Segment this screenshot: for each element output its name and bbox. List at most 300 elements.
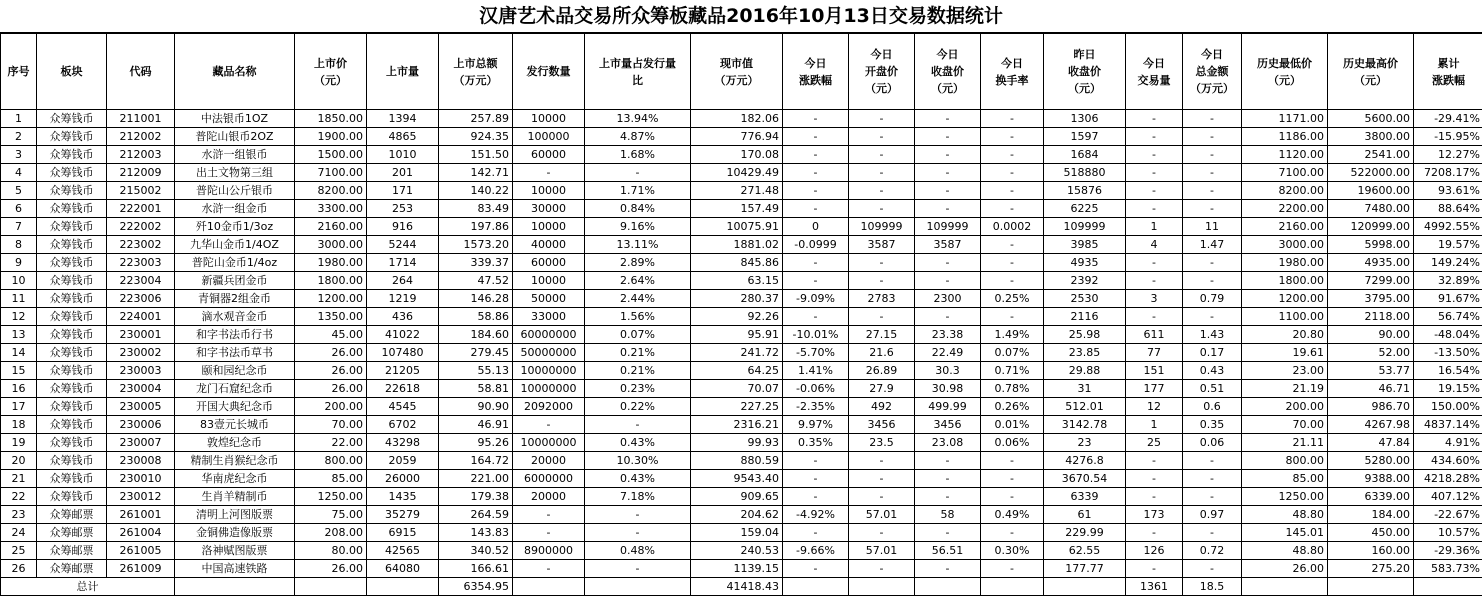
table-cell: 0.51 bbox=[1183, 380, 1242, 398]
table-cell: - bbox=[915, 308, 981, 326]
table-cell: 26.00 bbox=[295, 560, 367, 578]
table-cell: - bbox=[783, 182, 849, 200]
table-cell: 23.08 bbox=[915, 434, 981, 452]
column-header-line: 上市量占发行量 bbox=[585, 55, 690, 72]
table-cell: 1.41% bbox=[783, 362, 849, 380]
table-cell: 208.00 bbox=[295, 524, 367, 542]
table-cell: 普陀山公斤银币 bbox=[175, 182, 295, 200]
table-cell: 1684 bbox=[1044, 146, 1126, 164]
table-cell: 众筹邮票 bbox=[37, 560, 107, 578]
table-cell: 1714 bbox=[367, 254, 439, 272]
table-cell: 204.62 bbox=[691, 506, 783, 524]
table-cell: 212009 bbox=[107, 164, 175, 182]
table-cell: 48.80 bbox=[1242, 506, 1328, 524]
table-cell: 5600.00 bbox=[1328, 110, 1414, 128]
table-cell: 261005 bbox=[107, 542, 175, 560]
table-cell: 25 bbox=[1, 542, 37, 560]
table-cell: 924.35 bbox=[439, 128, 513, 146]
table-cell: 2092000 bbox=[513, 398, 585, 416]
table-cell: 85.00 bbox=[1242, 470, 1328, 488]
total-volume: 1361 bbox=[1126, 578, 1183, 596]
column-header-line: 序号 bbox=[1, 63, 36, 80]
table-cell: 18 bbox=[1, 416, 37, 434]
table-row bbox=[1, 434, 1482, 452]
table-row bbox=[1, 470, 1482, 488]
table-cell: - bbox=[981, 524, 1044, 542]
column-header-line: 涨跌幅 bbox=[1414, 72, 1482, 89]
table-cell: 1 bbox=[1, 110, 37, 128]
table-cell: 10075.91 bbox=[691, 218, 783, 236]
table-cell: 22.49 bbox=[915, 344, 981, 362]
table-cell: - bbox=[1126, 560, 1183, 578]
table-cell: 146.28 bbox=[439, 290, 513, 308]
table-cell: 1980.00 bbox=[295, 254, 367, 272]
table-cell: 880.59 bbox=[691, 452, 783, 470]
table-cell: 0.23% bbox=[585, 380, 691, 398]
table-cell: 1100.00 bbox=[1242, 308, 1328, 326]
table-cell: 157.49 bbox=[691, 200, 783, 218]
table-cell: 436 bbox=[367, 308, 439, 326]
table-cell: - bbox=[915, 272, 981, 290]
table-cell: -4.92% bbox=[783, 506, 849, 524]
table-cell: 164.72 bbox=[439, 452, 513, 470]
table-cell: - bbox=[1183, 128, 1242, 146]
table-cell: - bbox=[981, 488, 1044, 506]
table-cell: 85.00 bbox=[295, 470, 367, 488]
table-cell: 159.04 bbox=[691, 524, 783, 542]
table-cell: 9.97% bbox=[783, 416, 849, 434]
column-header bbox=[37, 34, 107, 110]
table-row bbox=[1, 218, 1482, 236]
column-header bbox=[1183, 34, 1242, 110]
table-cell: - bbox=[1183, 524, 1242, 542]
table-cell: - bbox=[915, 470, 981, 488]
table-cell: 6702 bbox=[367, 416, 439, 434]
table-row bbox=[1, 542, 1482, 560]
table-cell: 众筹钱币 bbox=[37, 182, 107, 200]
table-cell: 0.25% bbox=[981, 290, 1044, 308]
table-cell: 230010 bbox=[107, 470, 175, 488]
column-header bbox=[107, 34, 175, 110]
table-cell: - bbox=[585, 164, 691, 182]
table-cell: 0.30% bbox=[981, 542, 1044, 560]
table-cell: 611 bbox=[1126, 326, 1183, 344]
table-cell: 20000 bbox=[513, 452, 585, 470]
table-cell: - bbox=[1126, 272, 1183, 290]
column-header-line: （万元） bbox=[439, 72, 512, 89]
column-header bbox=[1414, 34, 1482, 110]
table-cell: 107480 bbox=[367, 344, 439, 362]
table-cell: 7299.00 bbox=[1328, 272, 1414, 290]
table-cell: 142.71 bbox=[439, 164, 513, 182]
table-cell: 13.94% bbox=[585, 110, 691, 128]
table-cell: 1980.00 bbox=[1242, 254, 1328, 272]
table-cell: - bbox=[1183, 470, 1242, 488]
table-cell: -0.0999 bbox=[783, 236, 849, 254]
column-header bbox=[367, 34, 439, 110]
table-cell: 众筹钱币 bbox=[37, 128, 107, 146]
table-cell: 16.54% bbox=[1414, 362, 1482, 380]
table-cell: 230012 bbox=[107, 488, 175, 506]
table-cell: 58.81 bbox=[439, 380, 513, 398]
table-cell: 21205 bbox=[367, 362, 439, 380]
table-cell: -10.01% bbox=[783, 326, 849, 344]
table-cell: 7480.00 bbox=[1328, 200, 1414, 218]
table-cell: 19600.00 bbox=[1328, 182, 1414, 200]
table-cell: 8200.00 bbox=[295, 182, 367, 200]
table-cell: 1900.00 bbox=[295, 128, 367, 146]
table-cell: - bbox=[981, 236, 1044, 254]
table-cell: 歼10金币1/3oz bbox=[175, 218, 295, 236]
table-cell: 3142.78 bbox=[1044, 416, 1126, 434]
table-cell: 10000 bbox=[513, 110, 585, 128]
table-row bbox=[1, 236, 1482, 254]
table-cell: 41022 bbox=[367, 326, 439, 344]
table-cell: 230006 bbox=[107, 416, 175, 434]
table-cell: - bbox=[1126, 452, 1183, 470]
table-cell: 1139.15 bbox=[691, 560, 783, 578]
table-cell: - bbox=[1183, 272, 1242, 290]
table-cell: 13 bbox=[1, 326, 37, 344]
table-cell: 众筹钱币 bbox=[37, 254, 107, 272]
column-header-line: 交易量 bbox=[1126, 72, 1182, 89]
table-cell: 339.37 bbox=[439, 254, 513, 272]
table-cell: 10.57% bbox=[1414, 524, 1482, 542]
table-cell: 275.20 bbox=[1328, 560, 1414, 578]
table-cell: 23.85 bbox=[1044, 344, 1126, 362]
table-cell: 24 bbox=[1, 524, 37, 542]
table-cell: 230004 bbox=[107, 380, 175, 398]
column-header-line: 今日 bbox=[981, 55, 1043, 72]
table-cell: - bbox=[849, 128, 915, 146]
table-cell: - bbox=[981, 470, 1044, 488]
column-header-line: （万元） bbox=[691, 72, 782, 89]
table-cell: 986.70 bbox=[1328, 398, 1414, 416]
table-cell: 0.6 bbox=[1183, 398, 1242, 416]
table-cell: - bbox=[1183, 110, 1242, 128]
table-cell: 普陀山金币1/4oz bbox=[175, 254, 295, 272]
table-cell: - bbox=[915, 560, 981, 578]
table-cell: 7100.00 bbox=[1242, 164, 1328, 182]
table-cell: - bbox=[1183, 146, 1242, 164]
table-cell: 3 bbox=[1, 146, 37, 164]
table-cell: 48.80 bbox=[1242, 542, 1328, 560]
column-header bbox=[1126, 34, 1183, 110]
table-cell: 众筹邮票 bbox=[37, 524, 107, 542]
table-cell: 776.94 bbox=[691, 128, 783, 146]
table-cell: 3456 bbox=[849, 416, 915, 434]
table-cell: 0.72 bbox=[1183, 542, 1242, 560]
table-cell: 407.12% bbox=[1414, 488, 1482, 506]
table-cell: 3587 bbox=[849, 236, 915, 254]
table-cell: 109999 bbox=[849, 218, 915, 236]
table-cell: 1.71% bbox=[585, 182, 691, 200]
table-cell: 211001 bbox=[107, 110, 175, 128]
table-cell: - bbox=[783, 524, 849, 542]
table-cell: 1010 bbox=[367, 146, 439, 164]
table-cell: - bbox=[585, 416, 691, 434]
table-row bbox=[1, 200, 1482, 218]
table-cell: 434.60% bbox=[1414, 452, 1482, 470]
table-cell: 222002 bbox=[107, 218, 175, 236]
table-cell: 敦煌纪念币 bbox=[175, 434, 295, 452]
table-cell: 253 bbox=[367, 200, 439, 218]
table-cell: 30.3 bbox=[915, 362, 981, 380]
table-cell: 3587 bbox=[915, 236, 981, 254]
table-cell: 26.00 bbox=[295, 344, 367, 362]
table-cell: 280.37 bbox=[691, 290, 783, 308]
table-cell: 7 bbox=[1, 218, 37, 236]
column-header-line: 收盘价 bbox=[1044, 63, 1125, 80]
table-cell: 4837.14% bbox=[1414, 416, 1482, 434]
table-cell: 230007 bbox=[107, 434, 175, 452]
table-cell: 众筹钱币 bbox=[37, 344, 107, 362]
table-row bbox=[1, 506, 1482, 524]
table-cell: 93.61% bbox=[1414, 182, 1482, 200]
table-cell: - bbox=[915, 488, 981, 506]
table-row bbox=[1, 164, 1482, 182]
table-cell: - bbox=[513, 560, 585, 578]
table-cell: 227.25 bbox=[691, 398, 783, 416]
table-cell: 1435 bbox=[367, 488, 439, 506]
table-cell: 229.99 bbox=[1044, 524, 1126, 542]
table-cell: 6225 bbox=[1044, 200, 1126, 218]
table-cell: 众筹钱币 bbox=[37, 218, 107, 236]
table-cell: 27.15 bbox=[849, 326, 915, 344]
table-cell: 31 bbox=[1044, 380, 1126, 398]
table-cell: 43298 bbox=[367, 434, 439, 452]
table-cell: 120999.00 bbox=[1328, 218, 1414, 236]
table-cell: - bbox=[981, 110, 1044, 128]
table-cell: 58 bbox=[915, 506, 981, 524]
column-header-line: 累计 bbox=[1414, 55, 1482, 72]
table-cell: 47.84 bbox=[1328, 434, 1414, 452]
table-cell: 22.00 bbox=[295, 434, 367, 452]
table-cell: -2.35% bbox=[783, 398, 849, 416]
table-cell: 0.0002 bbox=[981, 218, 1044, 236]
table-row bbox=[1, 452, 1482, 470]
column-header bbox=[175, 34, 295, 110]
trade-data-table bbox=[0, 33, 1482, 596]
table-cell: 2316.21 bbox=[691, 416, 783, 434]
table-cell: 184.60 bbox=[439, 326, 513, 344]
table-row bbox=[1, 488, 1482, 506]
table-cell: 1120.00 bbox=[1242, 146, 1328, 164]
table-cell: 0 bbox=[783, 218, 849, 236]
table-cell: 212002 bbox=[107, 128, 175, 146]
table-cell: 3670.54 bbox=[1044, 470, 1126, 488]
table-cell: 150.00% bbox=[1414, 398, 1482, 416]
table-cell: 4.87% bbox=[585, 128, 691, 146]
table-cell: 9 bbox=[1, 254, 37, 272]
table-cell: 23 bbox=[1044, 434, 1126, 452]
table-cell: - bbox=[1183, 488, 1242, 506]
table-cell: 1200.00 bbox=[295, 290, 367, 308]
table-cell: -15.95% bbox=[1414, 128, 1482, 146]
table-cell: - bbox=[1183, 560, 1242, 578]
table-cell: - bbox=[513, 506, 585, 524]
table-cell: - bbox=[585, 524, 691, 542]
table-cell: - bbox=[1126, 470, 1183, 488]
table-cell: - bbox=[981, 182, 1044, 200]
table-cell: 0.43% bbox=[585, 470, 691, 488]
table-cell: 26.00 bbox=[1242, 560, 1328, 578]
table-cell: 450.00 bbox=[1328, 524, 1414, 542]
table-cell: 15876 bbox=[1044, 182, 1126, 200]
table-cell: 清明上河图版票 bbox=[175, 506, 295, 524]
table-cell: 众筹钱币 bbox=[37, 290, 107, 308]
table-cell: 42565 bbox=[367, 542, 439, 560]
table-cell: - bbox=[513, 164, 585, 182]
table-cell: 4 bbox=[1126, 236, 1183, 254]
total-amount: 18.5 bbox=[1183, 578, 1242, 596]
table-cell: 滴水观音金币 bbox=[175, 308, 295, 326]
table-cell: - bbox=[1126, 524, 1183, 542]
table-row bbox=[1, 524, 1482, 542]
table-cell: - bbox=[981, 308, 1044, 326]
table-cell: 精制生肖猴纪念币 bbox=[175, 452, 295, 470]
table-cell: - bbox=[849, 470, 915, 488]
page-title: 汉唐艺术品交易所众筹板藏品2016年10月13日交易数据统计 bbox=[0, 0, 1482, 33]
table-cell: 230001 bbox=[107, 326, 175, 344]
column-header bbox=[513, 34, 585, 110]
table-cell: 1.68% bbox=[585, 146, 691, 164]
table-cell: 6000000 bbox=[513, 470, 585, 488]
table-cell: 0.84% bbox=[585, 200, 691, 218]
table-cell: 151 bbox=[1126, 362, 1183, 380]
table-cell: - bbox=[849, 488, 915, 506]
table-cell: 10000000 bbox=[513, 380, 585, 398]
table-row bbox=[1, 290, 1482, 308]
table-cell: 23.5 bbox=[849, 434, 915, 452]
table-cell: 14 bbox=[1, 344, 37, 362]
column-header-line: 今日 bbox=[1126, 55, 1182, 72]
table-cell: 众筹钱币 bbox=[37, 110, 107, 128]
table-cell: - bbox=[513, 524, 585, 542]
table-cell: 230008 bbox=[107, 452, 175, 470]
table-cell: 223006 bbox=[107, 290, 175, 308]
table-cell: 50000 bbox=[513, 290, 585, 308]
table-cell: 56.51 bbox=[915, 542, 981, 560]
table-cell: 492 bbox=[849, 398, 915, 416]
table-cell: - bbox=[915, 146, 981, 164]
table-cell: 0.43% bbox=[585, 434, 691, 452]
column-header-line: 收盘价 bbox=[915, 63, 980, 80]
table-cell: 20000 bbox=[513, 488, 585, 506]
table-cell: 6339 bbox=[1044, 488, 1126, 506]
table-cell: 151.50 bbox=[439, 146, 513, 164]
column-header-line: 今日 bbox=[1183, 46, 1241, 63]
table-cell: 中国高速铁路 bbox=[175, 560, 295, 578]
table-cell: - bbox=[849, 110, 915, 128]
table-row bbox=[1, 344, 1482, 362]
column-header-line: 板块 bbox=[37, 63, 106, 80]
table-cell: 1 bbox=[1126, 416, 1183, 434]
column-header bbox=[1242, 34, 1328, 110]
table-cell: 水浒一组银币 bbox=[175, 146, 295, 164]
table-cell: 230003 bbox=[107, 362, 175, 380]
table-cell: 177 bbox=[1126, 380, 1183, 398]
table-cell: 10 bbox=[1, 272, 37, 290]
table-cell: - bbox=[981, 128, 1044, 146]
column-header-line: （元） bbox=[915, 80, 980, 97]
table-cell: 21.19 bbox=[1242, 380, 1328, 398]
table-cell: 499.99 bbox=[915, 398, 981, 416]
table-cell: 3456 bbox=[915, 416, 981, 434]
table-cell: 1219 bbox=[367, 290, 439, 308]
table-cell: 166.61 bbox=[439, 560, 513, 578]
column-header bbox=[1044, 34, 1126, 110]
table-cell: 龙门石窟纪念币 bbox=[175, 380, 295, 398]
table-cell: 70.07 bbox=[691, 380, 783, 398]
table-cell: - bbox=[981, 560, 1044, 578]
table-cell: 19.61 bbox=[1242, 344, 1328, 362]
table-cell: 261009 bbox=[107, 560, 175, 578]
table-cell: 53.77 bbox=[1328, 362, 1414, 380]
table-cell: 出土文物第三组 bbox=[175, 164, 295, 182]
column-header bbox=[1328, 34, 1414, 110]
table-cell: 63.15 bbox=[691, 272, 783, 290]
table-cell: 颐和园纪念币 bbox=[175, 362, 295, 380]
table-cell: 223002 bbox=[107, 236, 175, 254]
table-cell: 众筹钱币 bbox=[37, 236, 107, 254]
table-cell: 0.22% bbox=[585, 398, 691, 416]
table-cell: 1250.00 bbox=[295, 488, 367, 506]
table-cell: - bbox=[1183, 200, 1242, 218]
table-cell: 223003 bbox=[107, 254, 175, 272]
table-cell: 众筹钱币 bbox=[37, 434, 107, 452]
table-cell: -29.41% bbox=[1414, 110, 1482, 128]
table-cell: 4545 bbox=[367, 398, 439, 416]
table-cell: 众筹钱币 bbox=[37, 272, 107, 290]
table-cell: 众筹钱币 bbox=[37, 308, 107, 326]
table-cell: 0.49% bbox=[981, 506, 1044, 524]
table-cell: 230002 bbox=[107, 344, 175, 362]
table-cell: 170.08 bbox=[691, 146, 783, 164]
table-cell: - bbox=[783, 308, 849, 326]
column-header-line: 今日 bbox=[915, 46, 980, 63]
column-header-line: 今日 bbox=[783, 55, 848, 72]
table-cell: 2.89% bbox=[585, 254, 691, 272]
table-cell: 0.21% bbox=[585, 344, 691, 362]
table-cell: 26.89 bbox=[849, 362, 915, 380]
table-cell: 1200.00 bbox=[1242, 290, 1328, 308]
table-cell: 2118.00 bbox=[1328, 308, 1414, 326]
table-cell: 70.00 bbox=[295, 416, 367, 434]
column-header-line: （元） bbox=[1044, 80, 1125, 97]
table-cell: 2300 bbox=[915, 290, 981, 308]
table-cell: 10000000 bbox=[513, 434, 585, 452]
table-cell: 9543.40 bbox=[691, 470, 783, 488]
table-cell: 3 bbox=[1126, 290, 1183, 308]
table-cell: - bbox=[915, 164, 981, 182]
table-cell: - bbox=[1126, 146, 1183, 164]
table-cell: 2116 bbox=[1044, 308, 1126, 326]
table-cell: 众筹钱币 bbox=[37, 164, 107, 182]
table-cell: 197.86 bbox=[439, 218, 513, 236]
column-header-line: 代码 bbox=[107, 63, 174, 80]
column-header bbox=[915, 34, 981, 110]
column-header-line: 昨日 bbox=[1044, 46, 1125, 63]
table-cell: - bbox=[783, 110, 849, 128]
table-row bbox=[1, 308, 1482, 326]
table-cell: - bbox=[915, 110, 981, 128]
table-cell: - bbox=[1126, 308, 1183, 326]
table-cell: 3800.00 bbox=[1328, 128, 1414, 146]
table-cell: 11 bbox=[1, 290, 37, 308]
table-cell: 264 bbox=[367, 272, 439, 290]
table-cell: - bbox=[849, 254, 915, 272]
